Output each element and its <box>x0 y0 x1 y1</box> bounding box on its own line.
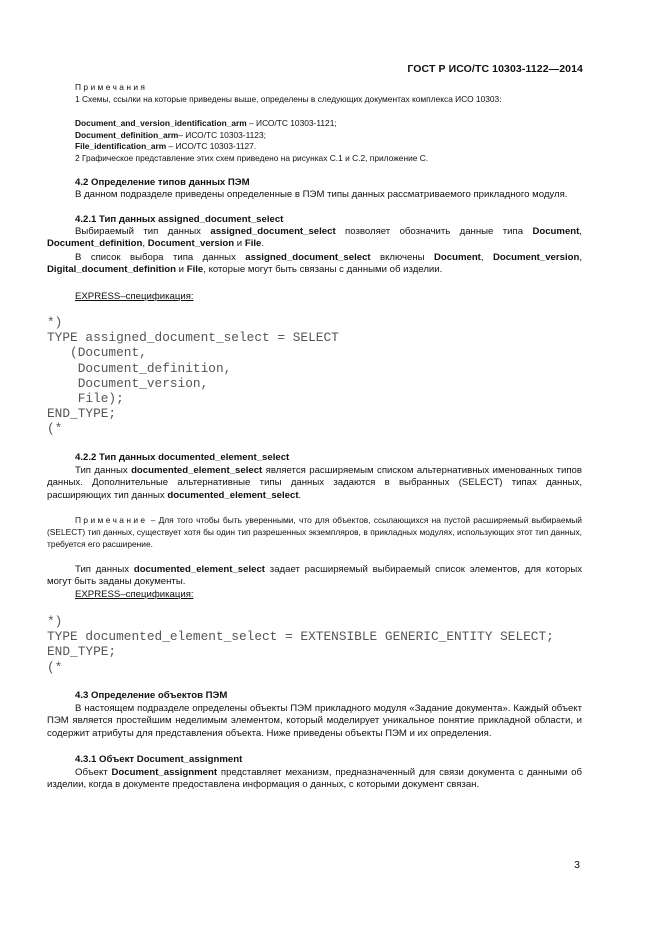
ref-doc: – ИСО/ТС 10303-1127. <box>166 141 257 151</box>
section-4-2-2-heading: 4.2.2 Тип данных documented_element_select <box>75 452 290 463</box>
page-number: 3 <box>574 859 580 871</box>
ref-name: Document_and_version_identification_arm <box>75 118 247 128</box>
note-1-intro: 1 Схемы, ссылки на которые приведены выше, определены в следующих документах комплекса ИСО 10303: <box>75 94 502 104</box>
note-label: Примечание <box>75 515 148 525</box>
express-spec-label-2: EXPRESS–спецификация: <box>75 589 194 600</box>
note-ref-2 <box>47 130 610 142</box>
notes-heading: Примечания <box>75 82 148 92</box>
express-code-documented-element-select: *) TYPE documented_element_select = EXTENSIBLE GENERIC_ENTITY SELECT; END_TYPE; (* <box>47 614 554 675</box>
ref-doc: – ИСО/ТС 10303-1123; <box>178 129 266 140</box>
express-code-assigned-document-select: *) TYPE assigned_document_select = SELECT (Document, Document_definition, Document_version, File); END_TYPE; (* <box>47 315 339 437</box>
section-4-3-text: В настоящем подразделе определены объекты ПЭМ прикладного модуля «Задание документа». Каждый объект ПЭМ является простейшим неделимым элементом, который моделирует уникальное понятие прикладной области, и содержит атрибуты для представления объекта. Ниже приведены объекты ПЭМ и их определения. <box>47 703 582 739</box>
note-text: – Для того чтобы быть уверенными, что для объектов, ссылающихся на пустой расширяемый выбираемый (SELECT) тип данных, существует хотя бы один тип разрешенных экземпляров, в прикладных модулях, использующих этот тип данных, требуется его расширение. <box>47 515 582 549</box>
section-4-2-1-para-2: В список выбора типа данных assigned_document_select включены Document, Document_version, Digital_document_definition и File, которые могут быть связаны с данными об изделии. <box>47 252 583 276</box>
section-4-2-2-para-2: Тип данных documented_element_select задает расширяемый выбираемый список элементов, для которых могут быть заданы документы. <box>47 564 583 588</box>
section-4-2-1-heading: 4.2.1 Тип данных assigned_document_select <box>75 214 284 225</box>
ref-name: File_identification_arm <box>75 141 167 151</box>
section-4-2-1-para-1: Выбираемый тип данных assigned_document_select позволяет обозначить данные типа Document, Document_definition, Document_version и File. <box>47 226 583 250</box>
note-ref-3 <box>47 141 610 153</box>
section-4-2-text: В данном подразделе приведены определенные в ПЭМ типы данных рассматриваемого прикладного модуля. <box>75 189 568 200</box>
note-ref-1 <box>47 118 610 130</box>
section-4-2-2-para-1: Тип данных documented_element_select является расширяемым списком альтернативных именованных типов данных. Дополнительные альтернативные типы данных задаются в выбранных (SELECT) типах данных, расширяющих тип данных documented_element_select. <box>47 465 582 501</box>
section-4-3-1-para-1: Объект Document_assignment представляет механизм, предназначенный для связи документа с данными об изделии, когда в документе предоставлена информация о данных, с которыми документ связан. <box>47 767 582 791</box>
section-4-2-2-note <box>47 515 582 550</box>
section-4-3-heading: 4.3 Определение объектов ПЭМ <box>75 690 228 701</box>
express-spec-label-1: EXPRESS–спецификация: <box>75 291 194 302</box>
ref-doc: – ИСО/ТС 10303-1121; <box>246 118 337 128</box>
section-4-2-heading: 4.2 Определение типов данных ПЭМ <box>75 177 250 188</box>
note-2: 2 Графическое представление этих схем приведено на рисунках С.1 и С.2, приложение С. <box>75 152 429 163</box>
section-4-3-1-heading: 4.3.1 Объект Document_assignment <box>75 754 243 765</box>
ref-name: Document_definition_arm <box>75 129 179 140</box>
standard-header: ГОСТ Р ИСО/ТС 10303-1122—2014 <box>407 63 583 75</box>
